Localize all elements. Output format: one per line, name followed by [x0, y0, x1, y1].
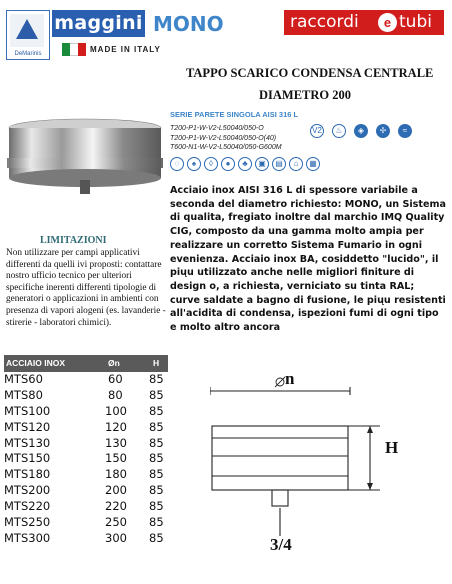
logo-caption: DeMarinis [14, 51, 42, 57]
height-label: H [385, 438, 399, 457]
cell-height: 85 [149, 451, 164, 466]
cell-height: 85 [149, 499, 164, 514]
cell-code: MTS200 [4, 483, 51, 498]
cell-diameter: 120 [105, 419, 127, 434]
table-row [4, 372, 168, 388]
cell-code: MTS220 [4, 499, 51, 514]
cell-height: 85 [149, 515, 164, 530]
wood-icon: ♣ [238, 157, 252, 171]
product-code: T600-N1-W-V2-L50040/050-G600M [170, 144, 282, 151]
col-header-height: H [153, 358, 160, 368]
technical-drawing [210, 368, 410, 578]
table-row [4, 388, 168, 404]
cell-code: MTS60 [4, 372, 43, 386]
fan-icon: ✢ [376, 124, 390, 138]
limitations-heading: LIMITAZIONI [40, 235, 107, 246]
cell-code: MTS80 [4, 387, 43, 402]
cell-height: 85 [149, 419, 164, 434]
heater-icon: ▦ [306, 157, 320, 171]
product-diameter: DIAMETRO 200 [259, 88, 352, 102]
table-row [4, 499, 168, 515]
table-row [4, 483, 168, 499]
cell-diameter: 200 [105, 483, 127, 498]
product-image [0, 108, 170, 218]
cell-diameter: 80 [108, 387, 123, 402]
fitting-label: 3/4 [270, 535, 292, 554]
water-icon: ≈ [398, 124, 412, 138]
logo-emblem-icon [10, 14, 44, 47]
stove-icon: ▤ [272, 157, 286, 171]
cell-code: MTS250 [4, 515, 51, 530]
cell-diameter: 250 [105, 515, 127, 530]
series-title: MONO [153, 12, 224, 36]
italy-flag-icon [62, 43, 86, 56]
series-label: SERIE PARETE SINGOLA AISI 316 L [170, 110, 299, 119]
table-row [4, 451, 168, 467]
flame-icon: ♠ [187, 157, 201, 171]
cell-diameter: 150 [105, 451, 127, 466]
made-in-italy: MADE IN ITALY [90, 45, 161, 54]
cell-diameter: 60 [108, 372, 123, 386]
table-header [4, 355, 168, 372]
cell-code: MTS150 [4, 451, 51, 466]
fireplace-icon: ⌂ [289, 157, 303, 171]
cell-height: 85 [149, 530, 164, 545]
cell-height: 85 [149, 403, 164, 418]
cell-code: MTS180 [4, 467, 51, 482]
product-codes [170, 124, 282, 153]
cell-diameter: 130 [105, 435, 127, 450]
dimensions-table [4, 355, 168, 547]
demarinis-logo [6, 10, 50, 60]
shop-logo-left: raccordi [290, 12, 359, 32]
cell-diameter: 220 [105, 499, 127, 514]
cell-height: 85 [149, 467, 164, 482]
table-row [4, 515, 168, 531]
cell-height: 85 [149, 372, 164, 386]
table-row [4, 436, 168, 452]
col-header-diameter: Øn [108, 358, 120, 368]
cell-code: MTS300 [4, 530, 51, 545]
cell-diameter: 300 [105, 530, 127, 545]
cell-code: MTS120 [4, 419, 51, 434]
product-code: T200-P1-W-V2-L50040/050-O [170, 125, 264, 132]
product-code: T200-P1-W-V2-L50040/050-O(40) [170, 134, 277, 142]
limitations-text: Non utilizzare per campi applicativi differenti da quelli ivi proposti: contattare nostro ufficio tecnico per ulteriori specifiche inerenti differenti tipologie di generatori o applicazioni in ambienti con presenza di vapori alogeni (es. lavanderie - stirerie - laboratori chimici). [6, 248, 166, 328]
drop-icon: ◊ [204, 157, 218, 171]
shop-logo [284, 10, 444, 35]
cell-diameter: 180 [105, 467, 127, 482]
product-description: Acciaio inox AISI 316 L di spessore variabile a seconda del diametro richiesto: MONO, un Sistema di qualita, fregiato inoltre dal marchio IMQ Quality CIG, composto da una gamma molto ampia per realizzare un corretto Sistema Fumario in ogni evenienza. Acciaio inox BA, cosiddetto "lucido", il piųu utilizzato anche nelle migliori finiture di design o, a richiesta, verniciato su tinta RAL; curve saldate a bagno di fusione, le piųu resistenti all'acidita di condensa, ispezioni fumi di ogni tipo e molto altro ancora [170, 185, 446, 334]
cell-code: MTS100 [4, 403, 51, 418]
table-row [4, 420, 168, 436]
brand-logo: maggini [52, 10, 145, 37]
cell-diameter: 100 [105, 403, 127, 418]
cell-height: 85 [149, 435, 164, 450]
shop-logo-mid: e [378, 13, 397, 32]
table-row [4, 531, 168, 547]
cell-height: 85 [149, 387, 164, 402]
fire-icon: ♨ [332, 124, 346, 138]
product-title: TAPPO SCARICO CONDENSA CENTRALE [186, 66, 434, 80]
cell-code: MTS130 [4, 435, 51, 450]
pellet-icon: ◌ [170, 157, 184, 171]
gas-icon: ◈ [354, 124, 368, 138]
table-row [4, 404, 168, 420]
col-header-material: ACCIAIO INOX [6, 358, 66, 368]
table-row [4, 467, 168, 483]
shop-logo-right: tubi [399, 12, 432, 32]
v2-icon: V2 [310, 124, 324, 138]
oil-icon: ● [221, 157, 235, 171]
boiler-icon: ▣ [255, 157, 269, 171]
cell-height: 85 [149, 483, 164, 498]
diameter-label: n [285, 369, 295, 388]
